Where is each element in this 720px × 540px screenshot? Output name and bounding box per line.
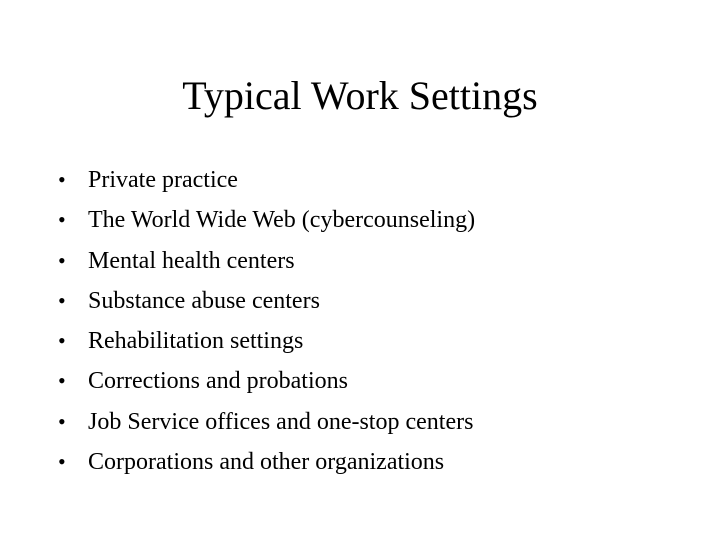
bullet-icon: • xyxy=(58,368,66,394)
bullet-text: Private practice xyxy=(88,167,238,193)
bullet-item-private-practice xyxy=(58,160,698,200)
bullet-text: Corporations and other organizations xyxy=(88,449,445,476)
bullet-text: Corrections and probations xyxy=(88,368,348,395)
bullet-text: Mental health centers xyxy=(88,247,295,274)
bullet-icon: • xyxy=(58,247,66,273)
bullet-icon: • xyxy=(58,287,66,313)
bullet-list xyxy=(58,160,698,482)
bullet-item-rehabilitation-settings xyxy=(58,321,698,361)
bullet-icon: • xyxy=(58,207,66,233)
bullet-text: Substance abuse centers xyxy=(88,287,320,314)
bullet-text: The World Wide Web (cybercounseling) xyxy=(88,207,476,234)
bullet-icon: • xyxy=(58,408,66,434)
bullet-item-corrections-and-probations xyxy=(58,361,698,401)
bullet-icon: • xyxy=(58,328,66,354)
bullet-icon: • xyxy=(58,167,66,192)
slide-title: Typical Work Settings xyxy=(182,73,538,118)
bullet-item-substance-abuse-centers xyxy=(58,281,698,321)
bullet-item-corporations xyxy=(58,442,698,482)
bullet-item-mental-health-centers xyxy=(58,241,698,281)
bullet-icon: • xyxy=(58,449,66,475)
bullet-text: Job Service offices and one-stop centers xyxy=(88,408,474,435)
bullet-item-world-wide-web xyxy=(58,200,698,240)
bullet-item-job-service-offices xyxy=(58,402,698,442)
bullet-text: Rehabilitation settings xyxy=(88,328,304,355)
